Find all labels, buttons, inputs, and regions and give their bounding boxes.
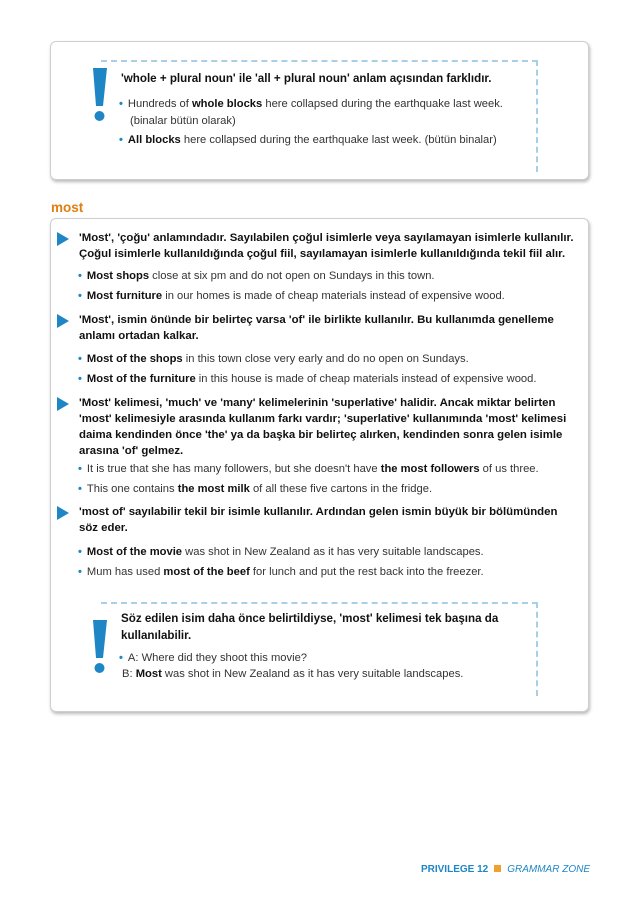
rule-line: 'Most' kelimesi, 'much' ve 'many' kelimelerinin 'superlative' halidir. Ancak miktar belirten [79, 397, 556, 409]
list-item [78, 351, 469, 367]
text: Mum has used [86, 566, 164, 578]
rule-line: söz eder. [79, 522, 128, 534]
rule-line: Çoğul isimlerle kullanıldığında çoğul fiil, sayılamayan isimlerle kullanıldığında tekil fiil alır. [79, 248, 566, 260]
rule-line: arasına 'of' gelmez. [79, 445, 184, 457]
text-bold: most of the beef [163, 566, 250, 578]
rule-text [79, 395, 577, 459]
bullet-icon: • [119, 652, 123, 664]
list-item [78, 268, 435, 284]
list-item [78, 461, 539, 477]
bullet-icon: • [78, 546, 82, 558]
text: in our homes is made of cheap materials instead of expensive wood. [162, 290, 505, 302]
text: for lunch and put the rest back into the freezer. [249, 566, 484, 578]
list-item [119, 96, 503, 112]
triangle-arrow-icon [57, 397, 69, 411]
list-item [119, 132, 497, 148]
text: This one contains [86, 483, 178, 495]
triangle-arrow-icon [57, 232, 69, 246]
inner-note [101, 602, 538, 696]
footer-page: PRIVILEGE 12 [420, 864, 489, 875]
note-title: 'whole + plural noun' ile 'all + plural noun' anlam açısından farklıdır. [121, 72, 492, 85]
rule-line: 'Most', 'çoğu' anlamındadır. Sayılabilen çoğul isimlerle veya sayılamayan isimlerle kullanılır. [79, 232, 574, 244]
bullet-icon: • [78, 463, 82, 475]
note-title [121, 610, 498, 644]
note-title-line: kullanılabilir. [121, 629, 192, 642]
bullet-icon: • [78, 270, 82, 282]
rule-text [79, 504, 577, 536]
text-bold: Most shops [86, 270, 150, 282]
text: of all these five cartons in the fridge. [249, 483, 433, 495]
text: here collapsed during the earthquake last week. (bütün binalar) [180, 134, 497, 146]
footer-zone: GRAMMAR ZONE [507, 864, 590, 875]
rule-line: 'Most', ismin önünde bir belirteç varsa 'of' ile birlikte kullanılır. Bu kullanımda genelleme [79, 314, 554, 326]
page-footer [421, 864, 590, 875]
text: in this town close very early and do no open on Sundays. [182, 353, 469, 365]
list-item [78, 371, 536, 387]
rule-line: 'most of' sayılabilir tekil bir isimle kullanılır. Ardından gelen ismin büyük bir bölümünden [79, 506, 558, 518]
bullet-icon: • [78, 373, 82, 385]
text-bold: the most milk [177, 483, 250, 495]
bullet-icon: • [78, 483, 82, 495]
note-title-line: Söz edilen isim daha önce belirtildiyse, 'most' kelimesi tek başına da [121, 612, 499, 625]
text-bold: Most [135, 668, 162, 680]
text: here collapsed during the earthquake last week. [262, 98, 503, 110]
text-bold: Most of the shops [86, 353, 183, 365]
rule-line: daima kendinden önce 'the' ya da başka bir belirteç alırken, kendinden sonra gelen isimle [79, 429, 563, 441]
bullet-icon: • [78, 353, 82, 365]
exclamation-icon [87, 66, 115, 126]
exclamation-icon [87, 618, 115, 678]
text: was shot in New Zealand as it has very suitable landscapes. [182, 546, 484, 558]
text: It is true that she has many followers, but she doesn't have [86, 463, 381, 475]
rule-line: 'most' kelimesiyle arasında kullanım farkı vardır; 'superlative' kullanımında 'most' kelimesi [79, 413, 567, 425]
top-note [101, 60, 538, 172]
text: was shot in New Zealand as it has very suitable landscapes. [161, 668, 464, 680]
text: close at six pm and do not open on Sundays in this town. [149, 270, 435, 282]
text: Hundreds of [127, 98, 192, 110]
triangle-arrow-icon [57, 314, 69, 328]
list-item [119, 650, 307, 666]
text: in this house is made of cheap materials instead of expensive wood. [195, 373, 537, 385]
square-icon [494, 865, 501, 872]
text-bold: the most followers [380, 463, 480, 475]
dialogue-line: A: Where did they shoot this movie? [127, 652, 308, 664]
list-item-continuation [122, 666, 463, 682]
rule-text [79, 312, 577, 344]
triangle-arrow-icon [57, 506, 69, 520]
text-bold: whole blocks [191, 98, 263, 110]
text-bold: Most of the furniture [86, 373, 196, 385]
list-item [78, 288, 505, 304]
bullet-icon: • [78, 566, 82, 578]
text: of us three. [479, 463, 539, 475]
rule-text [79, 230, 577, 262]
rule-line: anlamı ortadan kalkar. [79, 330, 199, 342]
list-item [78, 564, 484, 580]
text-bold: Most of the movie [86, 546, 183, 558]
text-bold: All blocks [127, 134, 181, 146]
section-title: most [51, 200, 84, 215]
bullet-icon: • [119, 98, 123, 110]
list-item [78, 544, 484, 560]
list-item-continuation: (binalar bütün olarak) [130, 115, 236, 127]
text-bold: Most furniture [86, 290, 163, 302]
text: B: [122, 668, 136, 680]
list-item [78, 481, 432, 497]
bullet-icon: • [119, 134, 123, 146]
bullet-icon: • [78, 290, 82, 302]
top-info-box [50, 41, 589, 180]
